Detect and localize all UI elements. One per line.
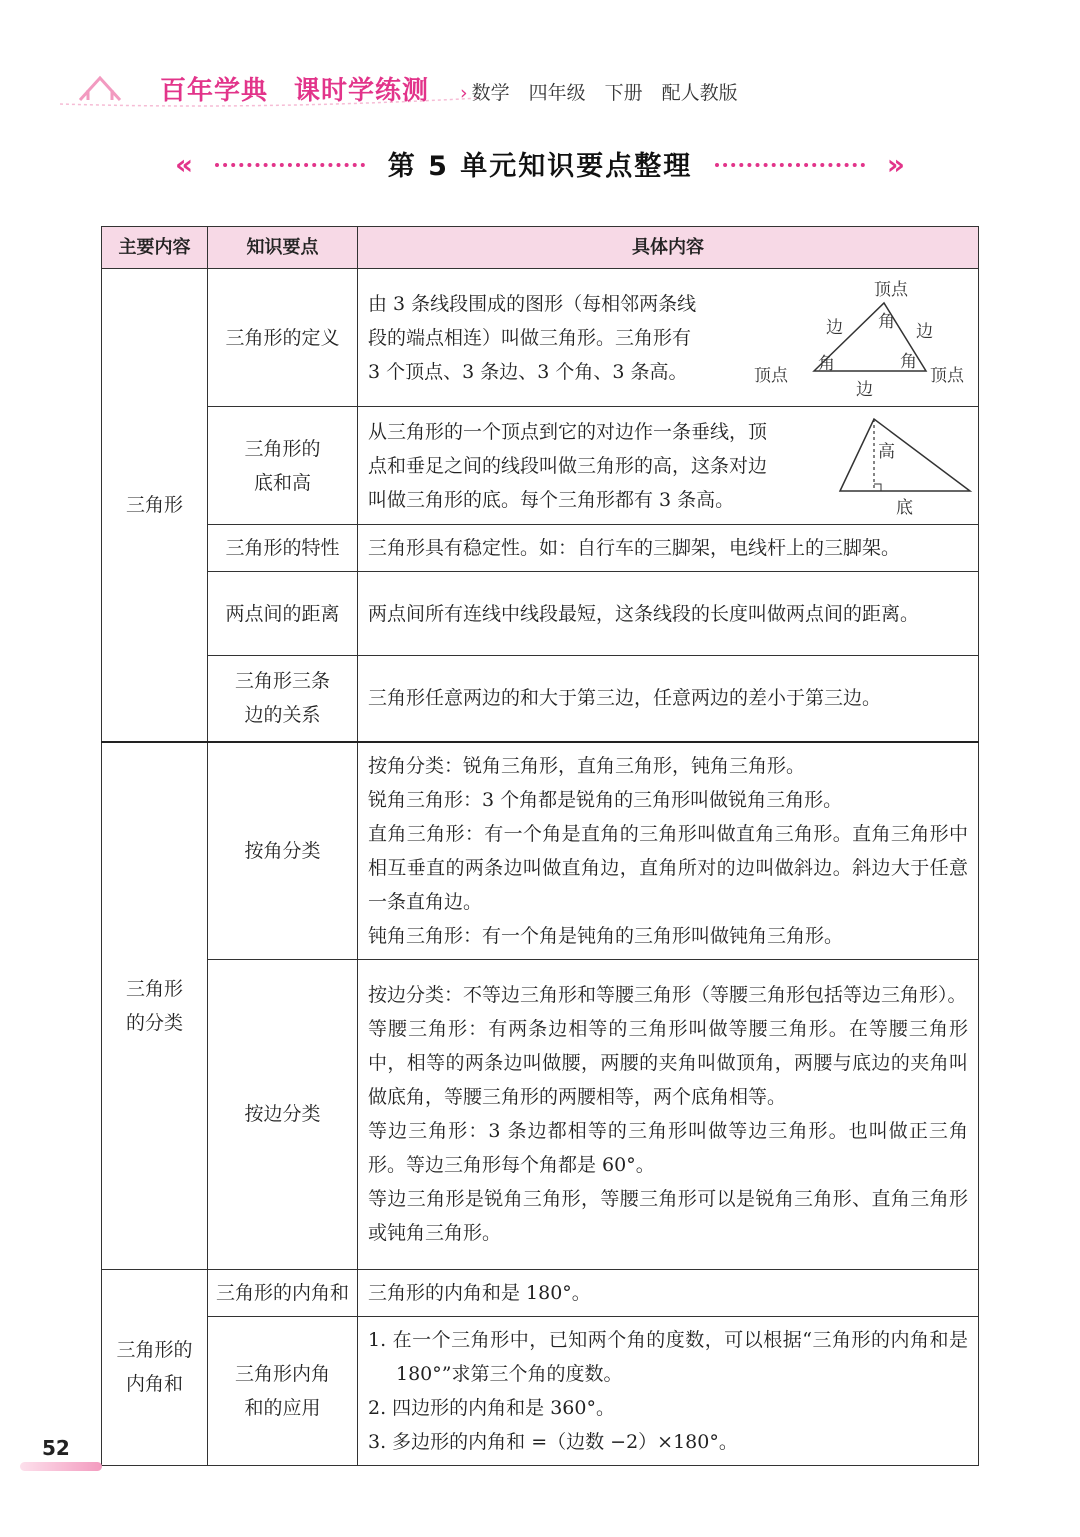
content-cell: 三角形的内角和是 180°。 <box>358 1269 979 1316</box>
column-header: 主要内容 <box>102 227 208 269</box>
point-line: 底和高 <box>253 471 311 494</box>
content-line: 等腰三角形：有两条边相等的三角形叫做等腰三角形。在等腰三角形中，相等的两条边叫做腰，两腰的夹角叫做顶角，两腰与底边的夹角叫做底角，等腰三角形的两腰相等，两个底角相等。 <box>368 1018 968 1108</box>
label-height: 高 <box>878 442 895 462</box>
knowledge-point: 按边分类 <box>208 959 358 1269</box>
main-line: 三角形的 <box>116 1339 193 1361</box>
label-side-right: 边 <box>916 322 933 342</box>
double-chevron-left-icon: « <box>175 148 194 181</box>
knowledge-point <box>208 407 358 525</box>
knowledge-point <box>208 656 358 742</box>
knowledge-point: 三角形的内角和 <box>208 1269 358 1316</box>
main-line: 三角形 <box>125 977 183 1000</box>
triangle-definition-figure <box>754 273 979 401</box>
table-row <box>102 1269 979 1316</box>
label-vertex-top: 顶点 <box>874 280 908 300</box>
title-banner <box>170 140 910 190</box>
table-row <box>102 1316 979 1465</box>
content-line: 1. 在一个三角形中，已知两个角的度数，可以根据“三角形的内角和是 180°”求第三个角的度数。 <box>368 1328 968 1385</box>
content-line: 3. 多边形的内角和 =（边数 −2）×180°。 <box>368 1430 738 1453</box>
column-header: 具体内容 <box>358 227 979 269</box>
main-topic-classification <box>102 742 208 1270</box>
label-angle-top: 角 <box>878 312 895 332</box>
label-vertex-left: 顶点 <box>754 366 788 386</box>
label-angle-right: 角 <box>900 352 917 372</box>
knowledge-point: 三角形的特性 <box>208 525 358 572</box>
content-line: 从三角形的一个顶点到它的对边作一条垂线，顶 <box>368 420 768 443</box>
content-cell: 两点间所有连线中线段最短，这条线段的长度叫做两点间的距离。 <box>358 572 979 656</box>
content-cell <box>358 407 979 525</box>
page-number: 52 <box>42 1436 70 1460</box>
knowledge-point: 两点间的距离 <box>208 572 358 656</box>
point-line: 和的应用 <box>244 1396 321 1419</box>
content-line: 3 个顶点、3 条边、3 个角、3 条高。 <box>368 360 688 383</box>
page-number-bar <box>20 1462 102 1471</box>
label-vertex-right: 顶点 <box>930 366 964 386</box>
content-line: 由 3 条线段围成的图形（每相邻两条线 <box>368 292 697 315</box>
content-line: 钝角三角形：有一个角是钝角的三角形叫做钝角三角形。 <box>368 924 844 947</box>
content-cell <box>358 269 979 407</box>
content-line: 2. 四边形的内角和是 360°。 <box>368 1396 615 1419</box>
table-row <box>102 525 979 572</box>
content-line: 锐角三角形：3 个角都是锐角的三角形叫做锐角三角形。 <box>368 788 843 811</box>
table-row <box>102 656 979 742</box>
content-line: 直角三角形：有一个角是直角的三角形叫做直角三角形。直角三角形中相互垂直的两条边叫做直角边，直角所对的边叫做斜边。斜边大于任意一条直角边。 <box>368 822 968 913</box>
label-base: 底 <box>896 498 913 518</box>
content-cell: 三角形具有稳定性。如：自行车的三脚架，电线杆上的三脚架。 <box>358 525 979 572</box>
brand-name <box>160 70 455 107</box>
table-row <box>102 742 979 960</box>
subject-line <box>460 78 738 105</box>
main-topic-triangle: 三角形 <box>102 269 208 742</box>
triangle-height-figure <box>834 413 979 521</box>
point-line: 三角形内角 <box>234 1362 330 1385</box>
brand-part2: 课时学练测 <box>294 76 430 106</box>
label-side-left: 边 <box>826 318 843 338</box>
knowledge-table <box>101 226 979 1466</box>
point-line: 边的关系 <box>244 704 321 727</box>
table-row <box>102 407 979 525</box>
point-line: 三角形三条 <box>234 670 330 693</box>
main-topic-angle-sum <box>102 1269 208 1465</box>
point-line: 三角形的 <box>244 437 321 460</box>
content-line: 按边分类：不等边三角形和等腰三角形（等腰三角形包括等边三角形）。 <box>368 984 967 1006</box>
knowledge-point <box>208 1316 358 1465</box>
content-line: 按角分类：锐角三角形，直角三角形，钝角三角形。 <box>368 754 806 777</box>
content-line: 等边三角形是锐角三角形，等腰三角形可以是锐角三角形、直角三角形或钝角三角形。 <box>368 1188 968 1244</box>
table-header-row <box>102 227 979 269</box>
content-cell <box>358 1316 979 1465</box>
table-row <box>102 959 979 1269</box>
table-row <box>102 269 979 407</box>
label-side-bottom: 边 <box>856 380 873 400</box>
page-title: 第 5 单元知识要点整理 <box>387 151 693 182</box>
table-row <box>102 572 979 656</box>
page-header <box>60 60 1020 120</box>
double-chevron-right-icon: » <box>886 148 905 181</box>
knowledge-point: 按角分类 <box>208 742 358 960</box>
arrow-icon: › <box>460 82 468 104</box>
column-header: 知识要点 <box>208 227 358 269</box>
content-cell: 三角形任意两边的和大于第三边，任意两边的差小于第三边。 <box>358 656 979 742</box>
content-cell <box>358 959 979 1269</box>
main-line: 的分类 <box>125 1011 183 1034</box>
content-line: 等边三角形：3 条边都相等的三角形叫做等边三角形。也叫做正三角形。等边三角形每个角都是 60°。 <box>368 1120 968 1176</box>
brand-part1: 百年学典 <box>160 76 269 106</box>
content-line: 段的端点相连）叫做三角形。三角形有 <box>368 326 692 349</box>
content-line: 点和垂足之间的线段叫做三角形的高，这条对边 <box>368 454 768 477</box>
content-line: 叫做三角形的底。每个三角形都有 3 条高。 <box>368 488 735 511</box>
subject-text: 数学 四年级 下册 配人教版 <box>471 82 738 104</box>
main-line: 内角和 <box>125 1373 183 1395</box>
content-cell <box>358 742 979 960</box>
knowledge-point: 三角形的定义 <box>208 269 358 407</box>
label-angle-left: 角 <box>818 354 835 374</box>
